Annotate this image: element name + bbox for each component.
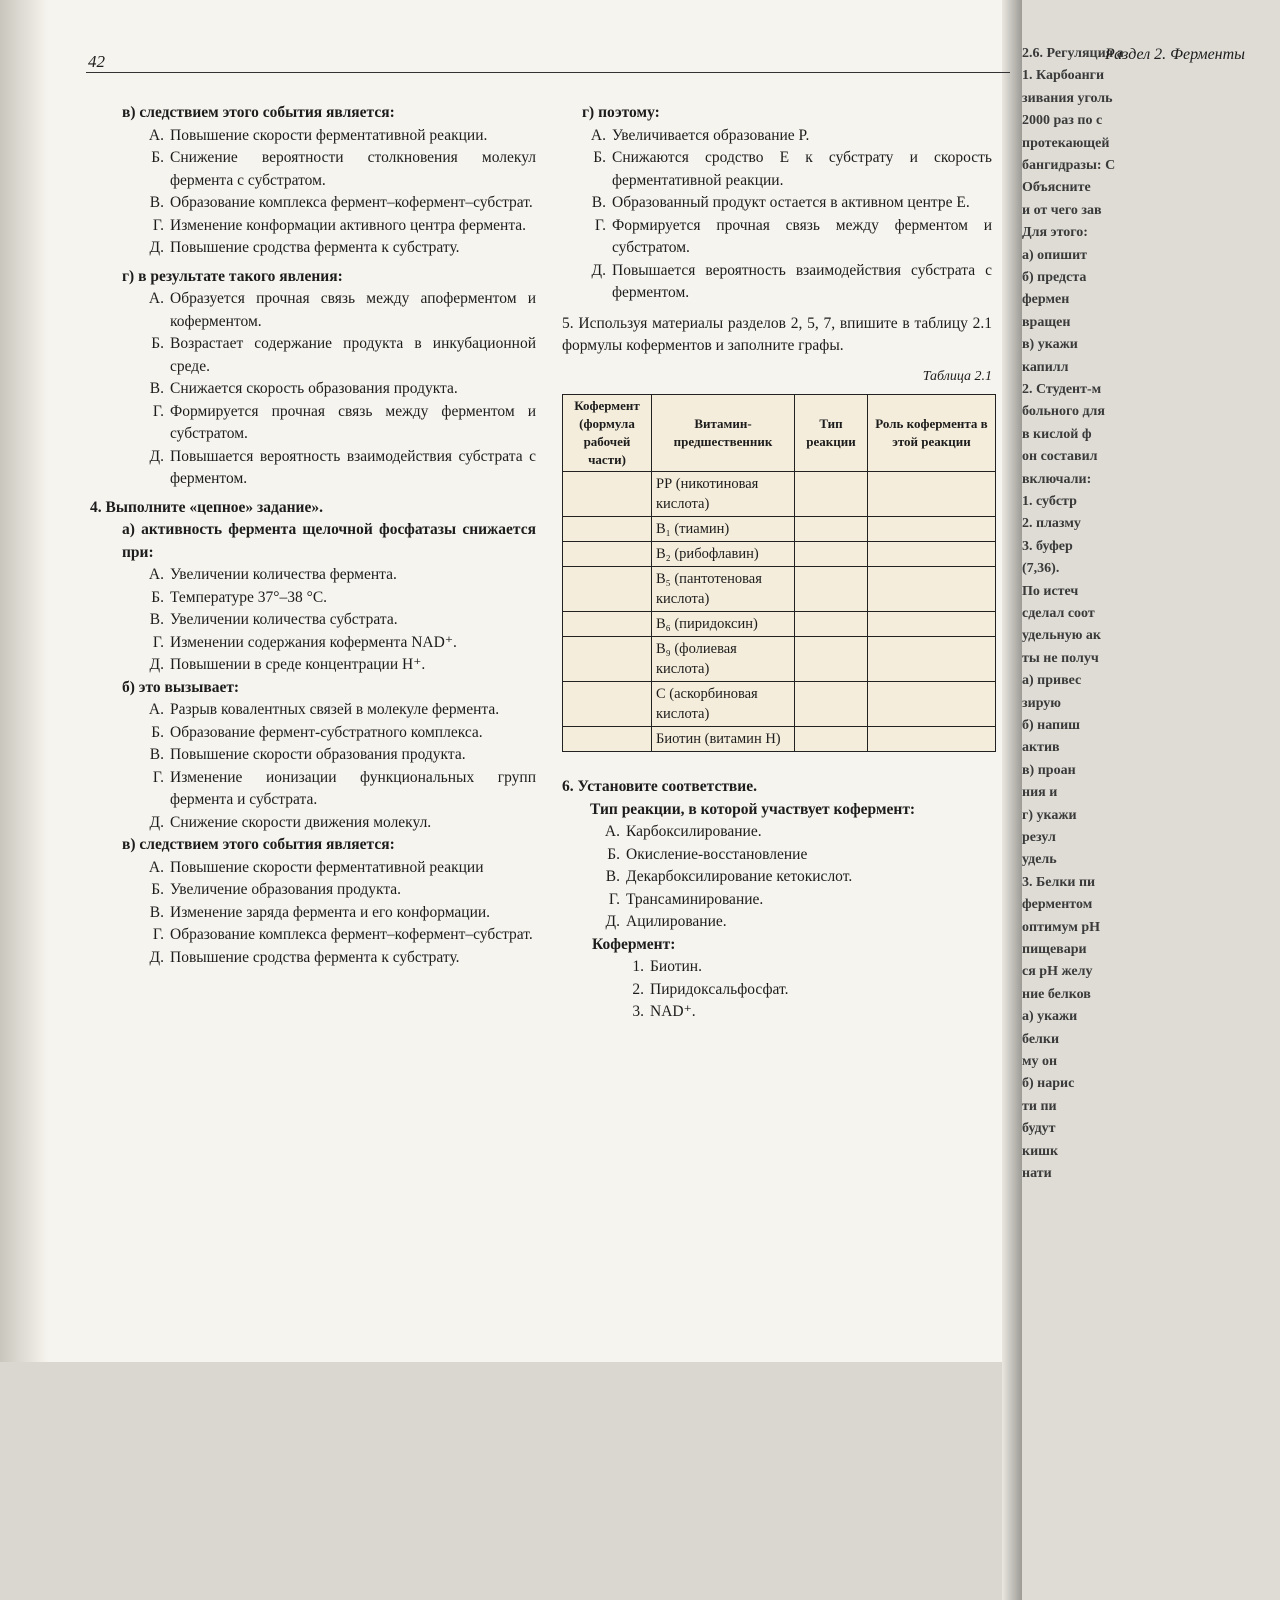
adjacent-page-line: 2000 раз по с xyxy=(1022,113,1103,129)
adjacent-page-line: вращен xyxy=(1022,314,1071,330)
adjacent-page-line: белки xyxy=(1022,1031,1060,1047)
adjacent-page-line: 2. плазму xyxy=(1022,516,1081,532)
adjacent-page-line: 2.6. Регуляция а xyxy=(1022,46,1124,61)
empty-cell xyxy=(868,637,996,682)
vitamin-cell: B₅ (пантотеновая кислота) xyxy=(652,567,795,612)
option-text: Снижается скорость образования продукта. xyxy=(170,380,458,397)
empty-cell xyxy=(563,542,652,567)
option-text: Повышается вероятность взаимодействия субстрата с ферментом. xyxy=(612,261,992,301)
column-header: Витамин-предшественник xyxy=(652,395,795,472)
option-item xyxy=(136,722,536,745)
task-subtitle: Тип реакции, в которой участвует кофермент: xyxy=(590,800,916,818)
option-item xyxy=(136,609,536,632)
option-item xyxy=(136,744,536,767)
option-letter: Д. xyxy=(149,948,164,966)
option-list xyxy=(90,857,536,970)
adjacent-page-line: 3. буфер xyxy=(1022,538,1073,554)
option-letter: Г. xyxy=(594,216,606,234)
adjacent-page-line: б) напиш xyxy=(1022,718,1080,733)
option-letter: Б. xyxy=(593,149,606,166)
option-text: Изменение ионизации функциональных групп фермента и субстрата. xyxy=(170,768,536,808)
empty-cell xyxy=(563,727,652,752)
option-item xyxy=(136,767,536,812)
adjacent-page-line: в) проан xyxy=(1022,762,1076,778)
option-item xyxy=(136,401,536,446)
option-text: Повышается вероятность взаимодействия субстрата с ферментом. xyxy=(170,447,536,487)
option-letter: Д. xyxy=(149,447,164,465)
option-item xyxy=(578,125,992,148)
adjacent-page-line: актив xyxy=(1022,740,1060,756)
section-title: Раздел 2. Ферменты xyxy=(1105,46,1245,63)
option-letter: Г. xyxy=(152,768,164,786)
option-item xyxy=(136,288,536,333)
vitamin-cell: B₁ (тиамин) xyxy=(652,517,795,542)
option-item xyxy=(616,956,992,979)
option-item xyxy=(578,215,992,260)
option-item xyxy=(136,947,536,970)
adjacent-page-line: в) укажи xyxy=(1022,337,1078,353)
table-row xyxy=(563,472,996,517)
vitamin-cell: B₆ (пиридоксин) xyxy=(652,612,795,637)
option-text: Возрастает содержание продукта в инкубационной среде. xyxy=(170,335,536,375)
adjacent-page-line: в кислой ф xyxy=(1022,426,1092,442)
question-block-g xyxy=(90,266,536,491)
column-header: Кофермент (формула рабочей части) xyxy=(563,395,652,472)
page-gutter-shadow xyxy=(0,0,48,1362)
adjacent-page-line: 1. Карбоанги xyxy=(1022,68,1105,84)
adjacent-page-line: б) предста xyxy=(1022,270,1087,285)
adjacent-page-line: пищевари xyxy=(1022,942,1087,957)
option-text: Повышение сродства фермента к субстрату. xyxy=(170,239,460,256)
adjacent-page-line: протекающей xyxy=(1022,135,1110,151)
adjacent-page-line: ты не получ xyxy=(1022,650,1099,666)
option-item xyxy=(578,147,992,192)
adjacent-page-line: (7,36). xyxy=(1022,561,1060,577)
adjacent-page-line: Для этого: xyxy=(1022,225,1088,241)
coenzyme-heading: Кофермент: xyxy=(592,935,676,953)
option-text: Образование фермент-субстратного комплекса. xyxy=(170,723,483,741)
option-item xyxy=(578,260,992,305)
adjacent-page-line: 3. Белки пи xyxy=(1022,874,1096,890)
column-header: Тип реакции xyxy=(795,395,868,472)
option-item xyxy=(136,587,536,610)
adjacent-page-line: капилл xyxy=(1022,359,1069,375)
adjacent-page-line: По истеч xyxy=(1022,583,1079,599)
option-letter: А. xyxy=(148,566,164,583)
empty-cell xyxy=(795,612,868,637)
question-heading: в) следствием этого события является: xyxy=(122,836,395,853)
adjacent-page-line: сделал соот xyxy=(1022,606,1095,621)
option-letter: В. xyxy=(605,868,620,885)
option-text: Изменение заряда фермента и его конформации. xyxy=(170,903,491,921)
adjacent-page-line: 1. субстр xyxy=(1022,494,1077,509)
table-header-row xyxy=(563,395,996,472)
empty-cell xyxy=(795,542,868,567)
option-item xyxy=(136,879,536,902)
option-text: Увеличении количества фермента. xyxy=(170,566,397,583)
option-letter: В. xyxy=(149,611,164,628)
empty-cell xyxy=(795,727,868,752)
option-item xyxy=(616,1001,992,1024)
task-5 xyxy=(562,313,992,753)
option-text: Снижение скорости движения молекул. xyxy=(170,813,432,831)
option-text: Формируется прочная связь между ферментом и субстратом. xyxy=(170,402,536,442)
table-row xyxy=(563,612,996,637)
option-item xyxy=(136,632,536,655)
question-heading: г) поэтому: xyxy=(582,104,660,121)
option-text: Образование комплекса фермент–кофермент–субстрат. xyxy=(170,194,533,211)
option-text: Температуре 37°–38 °С. xyxy=(170,588,328,606)
empty-cell xyxy=(563,517,652,542)
option-letter: Д. xyxy=(149,656,164,673)
option-letter: Д. xyxy=(149,239,164,256)
option-letter: А. xyxy=(148,126,164,144)
option-letter: А. xyxy=(148,290,164,307)
option-letter: Г. xyxy=(152,633,164,651)
header-rule xyxy=(86,72,1010,73)
question-block-g2 xyxy=(562,102,992,305)
empty-cell xyxy=(868,567,996,612)
option-text: Разрыв ковалентных связей в молекуле фермента. xyxy=(170,701,500,718)
option-letter: Б. xyxy=(151,588,164,606)
option-letter: В. xyxy=(591,194,606,211)
adjacent-page-line: включали: xyxy=(1022,471,1092,487)
option-item xyxy=(136,446,536,491)
table-row xyxy=(563,682,996,727)
adjacent-page-line: а) укажи xyxy=(1022,1009,1078,1025)
option-letter: В. xyxy=(149,903,164,921)
option-letter: 1. xyxy=(632,958,644,975)
option-text: Ацилирование. xyxy=(626,913,727,930)
empty-cell xyxy=(795,682,868,727)
question-heading: а) активность фермента щелочной фосфатазы снижается при: xyxy=(122,521,536,561)
adjacent-page-line: и от чего зав xyxy=(1022,202,1102,218)
option-letter: 3. xyxy=(632,1003,644,1020)
empty-cell xyxy=(795,567,868,612)
adjacent-page-line: фермен xyxy=(1022,292,1070,308)
option-item xyxy=(136,924,536,947)
option-text: Карбоксилирование. xyxy=(626,823,762,840)
empty-cell xyxy=(563,637,652,682)
option-text: Повышение скорости ферментативной реакции xyxy=(170,858,484,876)
empty-cell xyxy=(563,567,652,612)
option-item xyxy=(592,866,992,889)
book-spine xyxy=(1002,0,1022,1600)
vitamin-cell: Биотин (витамин Н) xyxy=(652,727,795,752)
option-text: Повышение скорости образования продукта. xyxy=(170,746,466,763)
empty-cell xyxy=(868,612,996,637)
option-letter: Б. xyxy=(607,845,620,863)
vitamin-cell: B₉ (фолиевая кислота) xyxy=(652,637,795,682)
option-text: Пиридоксальфосфат. xyxy=(650,980,789,998)
option-list xyxy=(90,125,536,260)
option-text: Изменение конформации активного центра фермента. xyxy=(170,216,527,234)
option-text: Образование комплекса фермент–кофермент–субстрат. xyxy=(170,926,533,943)
empty-cell xyxy=(868,472,996,517)
table-row xyxy=(563,542,996,567)
left-column xyxy=(90,102,536,969)
option-item xyxy=(136,215,536,238)
option-letter: 2. xyxy=(632,980,644,998)
option-item xyxy=(136,902,536,925)
option-letter: Д. xyxy=(149,813,164,831)
option-item xyxy=(136,699,536,722)
option-letter: Б. xyxy=(151,149,164,166)
empty-cell xyxy=(868,727,996,752)
scanner-background xyxy=(0,1362,1002,1600)
adjacent-page-line: ние белков xyxy=(1022,986,1091,1002)
column-header: Роль кофермента в этой реакции xyxy=(868,395,996,472)
page-number: 42 xyxy=(88,52,105,71)
option-item xyxy=(136,192,536,215)
option-letter: А. xyxy=(148,701,164,718)
option-text: Повышение скорости ферментативной реакции. xyxy=(170,126,488,144)
reaction-type-list xyxy=(562,821,992,934)
option-item xyxy=(592,889,992,912)
adjacent-page-line: ферментом xyxy=(1022,897,1093,913)
adjacent-page-line: будут xyxy=(1022,1121,1056,1137)
option-letter: Б. xyxy=(151,723,164,741)
empty-cell xyxy=(563,472,652,517)
adjacent-page-line: удельную ак xyxy=(1022,628,1102,644)
option-list xyxy=(90,699,536,834)
question-heading: г) в результате такого явления: xyxy=(122,267,343,285)
task-title: 6. Установите соответствие. xyxy=(562,778,757,795)
option-text: Окисление-восстановление xyxy=(626,845,808,863)
table-body xyxy=(563,472,996,752)
option-text: Увеличивается образование P. xyxy=(612,126,810,144)
table-row xyxy=(563,517,996,542)
empty-cell xyxy=(795,637,868,682)
empty-cell xyxy=(563,612,652,637)
right-column xyxy=(562,102,992,1024)
option-letter: Б. xyxy=(151,335,164,352)
adjacent-page-line: оптимум рН xyxy=(1022,919,1101,935)
option-letter: Г. xyxy=(152,216,164,234)
option-text: Формируется прочная связь между ферментом и субстратом. xyxy=(612,216,992,256)
adjacent-page-line: удель xyxy=(1022,852,1057,868)
empty-cell xyxy=(563,682,652,727)
option-item xyxy=(136,237,536,260)
adjacent-page-line: ся рН желу xyxy=(1022,964,1093,980)
option-letter: А. xyxy=(590,126,606,144)
adjacent-page-line: ти пи xyxy=(1022,1098,1057,1114)
option-item xyxy=(592,821,992,844)
question-heading: в) следствием этого события является: xyxy=(122,104,395,121)
option-letter: Г. xyxy=(152,926,164,943)
empty-cell xyxy=(868,517,996,542)
empty-cell xyxy=(795,472,868,517)
option-item xyxy=(136,812,536,835)
adjacent-page-line: бангидразы: С xyxy=(1022,158,1116,173)
option-text: NAD⁺. xyxy=(650,1003,696,1020)
option-item xyxy=(136,378,536,401)
option-text: Снижение вероятности столкновения молекул фермента с субстратом. xyxy=(170,149,536,189)
table-row xyxy=(563,567,996,612)
coenzyme-list xyxy=(562,956,992,1024)
option-text: Декарбоксилирование кетокислот. xyxy=(626,868,853,885)
option-letter: Б. xyxy=(151,881,164,898)
option-text: Биотин. xyxy=(650,958,702,975)
option-list xyxy=(562,125,992,305)
option-text: Повышении в среде концентрации H⁺. xyxy=(170,656,426,673)
adjacent-page-line: Объясните xyxy=(1022,180,1091,196)
empty-cell xyxy=(795,517,868,542)
task-6 xyxy=(562,776,992,1024)
option-text: Трансаминирование. xyxy=(626,890,764,908)
table-row xyxy=(563,637,996,682)
option-text: Повышение сродства фермента к субстрату. xyxy=(170,948,460,966)
task-text: 5. Используя материалы разделов 2, 5, 7, впишите в таблицу 2.1 формулы коферментов и заполните графы. xyxy=(562,314,992,354)
adjacent-page-line: му он xyxy=(1022,1054,1058,1069)
option-text: Увеличении количества субстрата. xyxy=(170,611,398,628)
vitamin-cell: РР (никотиновая кислота) xyxy=(652,472,795,517)
option-text: Образуется прочная связь между апоферментом и коферментом. xyxy=(170,290,536,330)
adjacent-page-line: резул xyxy=(1022,830,1056,845)
table-row xyxy=(563,727,996,752)
adjacent-page-line: г) укажи xyxy=(1022,807,1077,823)
option-item xyxy=(578,192,992,215)
option-text: Снижаются сродство E к субстрату и скорость ферментативной реакции. xyxy=(612,149,992,189)
option-letter: В. xyxy=(149,746,164,763)
option-letter: Д. xyxy=(605,913,620,930)
option-letter: А. xyxy=(604,823,620,840)
option-item xyxy=(136,333,536,378)
option-item xyxy=(136,147,536,192)
option-item xyxy=(136,654,536,677)
adjacent-page-line: 2. Студент-м xyxy=(1022,382,1102,397)
adjacent-page-line: а) опишит xyxy=(1022,247,1088,263)
task-title: 4. Выполните «цепное» задание». xyxy=(90,498,323,516)
option-item xyxy=(136,564,536,587)
option-list xyxy=(90,288,536,491)
coenzyme-table xyxy=(562,394,996,752)
vitamin-cell: С (аскорбиновая кислота) xyxy=(652,682,795,727)
vitamin-cell: B₂ (рибофлавин) xyxy=(652,542,795,567)
option-item xyxy=(136,857,536,880)
option-item xyxy=(592,844,992,867)
option-item xyxy=(616,979,992,1002)
question-block-v1 xyxy=(90,102,536,260)
adjacent-page-line: зивания уголь xyxy=(1022,90,1113,106)
table-caption: Таблица 2.1 xyxy=(922,368,992,384)
option-item xyxy=(136,125,536,148)
option-text: Увеличение образования продукта. xyxy=(170,881,402,898)
option-item xyxy=(592,911,992,934)
adjacent-page xyxy=(1022,0,1280,1600)
option-letter: Д. xyxy=(591,261,606,279)
adjacent-page-line: он составил xyxy=(1022,449,1098,465)
option-text: Образованный продукт остается в активном центре E. xyxy=(612,194,970,211)
empty-cell xyxy=(868,542,996,567)
adjacent-page-line: нати xyxy=(1022,1166,1052,1181)
question-heading: б) это вызывает: xyxy=(122,678,240,696)
adjacent-page-line: б) нарис xyxy=(1022,1076,1075,1092)
adjacent-page-line: кишк xyxy=(1022,1143,1059,1159)
adjacent-page-line: зирую xyxy=(1022,695,1061,711)
option-letter: А. xyxy=(148,858,164,876)
option-list xyxy=(90,564,536,677)
option-letter: Г. xyxy=(152,402,164,420)
adjacent-page-line: а) привес xyxy=(1022,673,1082,689)
empty-cell xyxy=(868,682,996,727)
option-letter: Г. xyxy=(608,890,620,908)
option-letter: В. xyxy=(149,380,164,397)
adjacent-page-line: больного для xyxy=(1022,404,1105,420)
option-letter: В. xyxy=(149,194,164,211)
task-4 xyxy=(90,497,536,970)
adjacent-page-line: ния и xyxy=(1022,785,1058,801)
option-text: Изменении содержания кофермента NAD⁺. xyxy=(170,633,457,651)
